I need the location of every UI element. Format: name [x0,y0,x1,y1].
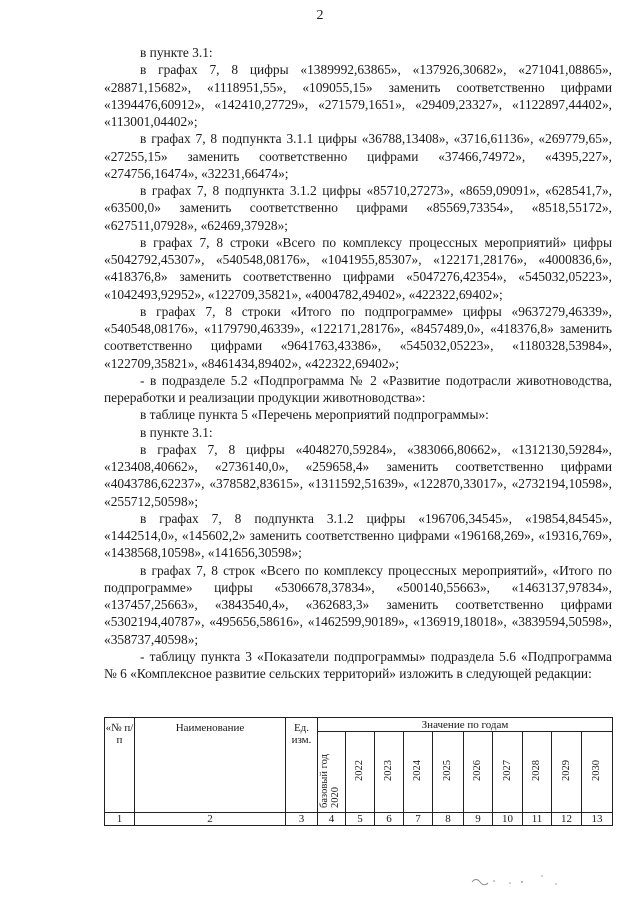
column-number: 5 [346,813,375,826]
column-number: 9 [464,813,493,826]
header-year-label: 2025 [442,760,453,781]
header-year [375,732,404,813]
header-year-label: 2024 [412,760,423,781]
header-year [404,732,433,813]
header-year-label: 2022 [354,760,365,781]
paragraph: в графах 7, 8 подпункта 3.1.2 цифры «85710,27273», «8659,09091», «628541,7», «63500,0» заменить соответственно цифрами «85569,73354», «8518,55172», «627511,07928», «62469,37928»; [104,183,612,233]
paragraph: в графах 7, 8 подпункта 3.1.2 цифры «196706,34545», «19854,84545», «1442514,0», «145602,2» заменить соответственно цифрами «196168,269», «19316,769», «1438568,10598», «141656,30598»; [104,510,612,561]
paragraph: в пункте 3.1: [140,424,213,440]
column-number: 8 [433,813,464,826]
column-number: 12 [552,813,582,826]
header-year [346,732,375,813]
header-year-label: 2028 [531,760,542,781]
header-year [523,732,552,813]
header-base-year [318,732,346,813]
page-number: 2 [316,8,324,23]
header-values-group: Значение по годам [318,718,613,732]
header-year [582,732,613,813]
header-year-label: 2029 [560,760,572,781]
header-unit: Ед. изм. [286,718,318,813]
column-number: 1 [105,813,135,826]
header-base-year-label: базовый год 2020 [318,753,341,808]
header-year-label: 2030 [591,760,602,781]
column-number: 4 [318,813,346,826]
paragraph: в графах 7, 8 строки «Всего по комплексу процессных мероприятий» цифры «5042792,45307», «540548,08176», «1041955,85307», «122171,28176», «4000836,6», «418376,8» заменить соответственно цифрами «5047276,42354», «545032,05223», «1042493,92952», «122709,35821», «4004782,49402», «422322,69402»; [104,234,612,302]
column-number: 10 [493,813,523,826]
paragraph: в таблице пункта 5 «Перечень мероприятий подпрограммы»: [140,407,489,423]
column-number: 7 [404,813,433,826]
paragraph: - таблицу пункта 3 «Показатели подпрограммы» подраздела 5.6 «Подпрограмма № 6 «Комплексное развитие сельских территорий» изложить в следующей редакции: [104,648,612,681]
document-body [104,44,612,682]
header-year [552,732,582,813]
header-name: Наименование [135,718,286,813]
scan-smudge [470,873,560,887]
column-number: 3 [286,813,318,826]
indicators-table [104,717,613,826]
header-year-label: 2023 [383,760,394,781]
column-number: 2 [135,813,286,826]
table-header-row [105,718,613,732]
column-number: 6 [375,813,404,826]
header-year-label: 2027 [501,760,513,781]
header-year [433,732,464,813]
paragraph: в пункте 3.1: [140,45,213,60]
table-column-numbers-row [105,813,613,826]
paragraph: в графах 7, 8 строк «Всего по комплексу процессных мероприятий», «Итого по подпрограмме» цифры «5306678,37834», «500140,55663», «1463137,97834», «137457,25663», «3843540,4», «362683,3» заменить соответственно цифрами «5302194,40787», «495656,58616», «1462599,90189», «136919,18018», «3839594,50598», «358737,40598»; [104,562,612,647]
paragraph: в графах 7, 8 цифры «4048270,59284», «383066,80662», «1312130,59284», «123408,40662», «2736140,0», «259658,4» заменить соответственно цифрами «4043786,62237», «378582,83615», «1311592,51639», «122870,33017», «2732194,10598», «255712,50598»; [104,441,612,509]
column-number: 13 [582,813,613,826]
paragraph: в графах 7, 8 цифры «1389992,63865», «137926,30682», «271041,08865», «28871,15682», «1118951,55», «109055,15» заменить соответственно цифрами «1394476,60912», «142410,27729», «271579,1651», «29409,23327», «1122897,44402», «113001,04402»; [104,62,612,129]
paragraph: в графах 7, 8 подпункта 3.1.1 цифры «36788,13408», «3716,61136», «269779,65», «27255,15» заменить соответственно цифрами «37466,74972», «4395,227», «274756,16474», «32231,66474»; [104,131,612,181]
paragraph: - в подразделе 5.2 «Подпрограмма № 2 «Развитие подотрасли животноводства, переработки и реализации продукции животноводства»: [104,372,612,405]
header-year [493,732,523,813]
header-year [464,732,493,813]
header-year-label: 2026 [472,760,483,781]
column-number: 11 [523,813,552,826]
header-number: «№ п/п [105,718,135,813]
paragraph: в графах 7, 8 строки «Итого по подпрограмме» цифры «9637279,46339», «540548,08176», «1179790,46339», «122171,28176», «8457489,0», «418376,8» заменить соответственно цифрами «9641763,43386», «545032,05223», «1180328,53984», «122709,35821», «8461434,89402», «422322,69402»; [104,303,612,371]
